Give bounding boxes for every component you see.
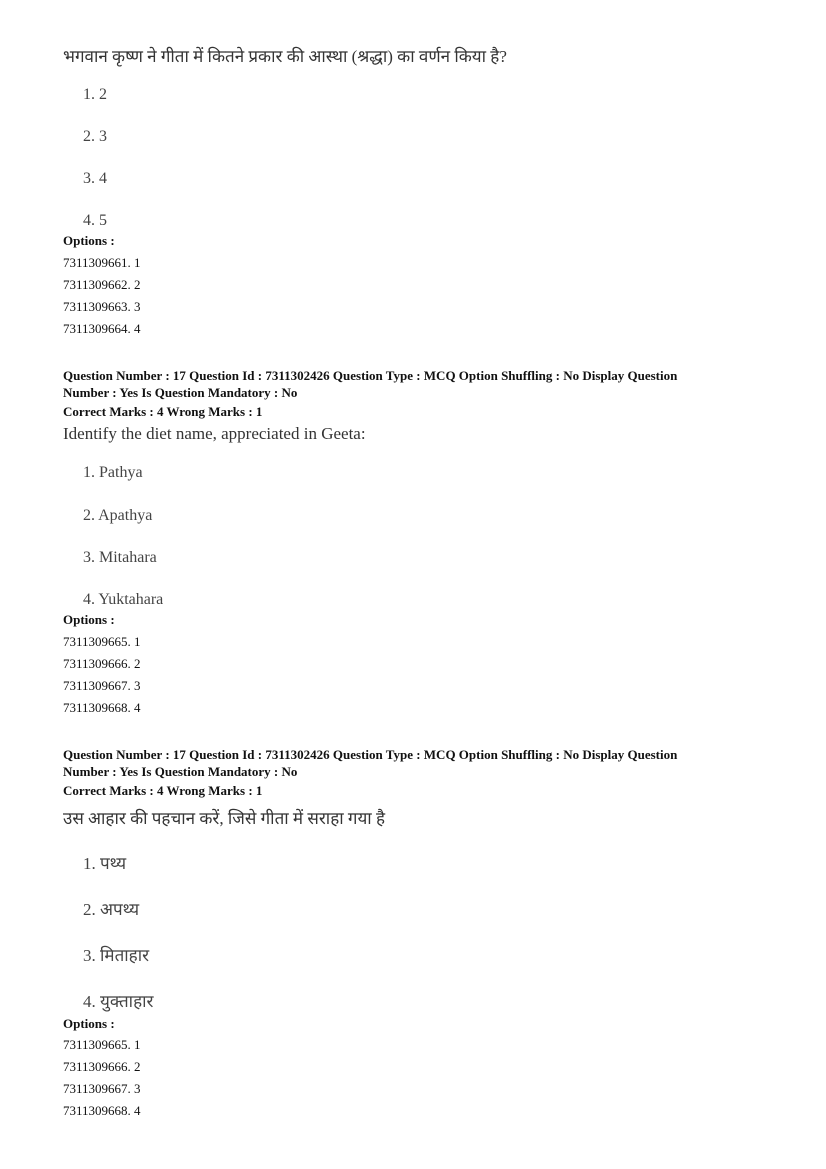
choice-1: 1. पथ्य: [83, 854, 127, 873]
option-id-3: 7311309667. 3: [63, 678, 141, 693]
option-id-3: 7311309667. 3: [63, 1081, 141, 1096]
choice-1: 1. Pathya: [83, 464, 143, 481]
option-id-4: 7311309668. 4: [63, 700, 141, 715]
option-id-4: 7311309668. 4: [63, 1103, 141, 1118]
choice-4: 4. Yuktahara: [83, 591, 164, 608]
option-id-1: 7311309661. 1: [63, 255, 141, 270]
option-id-2: 7311309666. 2: [63, 1059, 141, 1074]
question-meta-line2: Number : Yes Is Question Mandatory : No: [63, 764, 298, 779]
choice-3: 3. Mitahara: [83, 549, 157, 566]
options-label: Options :: [63, 1016, 115, 1031]
choice-3: 3. 4: [83, 170, 107, 187]
choice-4: 4. युक्ताहार: [83, 992, 154, 1011]
question-text: Identify the diet name, appreciated in Geeta:: [63, 424, 366, 443]
choice-2: 2. 3: [83, 128, 107, 145]
option-id-1: 7311309665. 1: [63, 634, 141, 649]
option-id-1: 7311309665. 1: [63, 1037, 141, 1052]
choice-4: 4. 5: [83, 212, 107, 229]
option-id-4: 7311309664. 4: [63, 321, 141, 336]
choice-2: 2. Apathya: [83, 507, 153, 524]
question-text: उस आहार की पहचान करें, जिसे गीता में सराहा गया है: [63, 809, 385, 828]
question-text: भगवान कृष्ण ने गीता में कितने प्रकार की आस्था (श्रद्धा) का वर्णन किया है?: [63, 47, 507, 66]
question-marks: Correct Marks : 4 Wrong Marks : 1: [63, 783, 263, 798]
options-label: Options :: [63, 612, 115, 627]
choice-2: 2. अपथ्य: [83, 900, 140, 919]
choice-3: 3. मिताहार: [83, 946, 150, 965]
question-meta-line2: Number : Yes Is Question Mandatory : No: [63, 385, 298, 400]
choice-1: 1. 2: [83, 86, 107, 103]
option-id-2: 7311309666. 2: [63, 656, 141, 671]
question-meta-line1: Question Number : 17 Question Id : 7311302426 Question Type : MCQ Option Shuffling : No Display Question: [63, 747, 678, 762]
option-id-3: 7311309663. 3: [63, 299, 141, 314]
question-meta-line1: Question Number : 17 Question Id : 7311302426 Question Type : MCQ Option Shuffling : No Display Question: [63, 368, 678, 383]
question-marks: Correct Marks : 4 Wrong Marks : 1: [63, 404, 263, 419]
options-label: Options :: [63, 233, 115, 248]
option-id-2: 7311309662. 2: [63, 277, 141, 292]
